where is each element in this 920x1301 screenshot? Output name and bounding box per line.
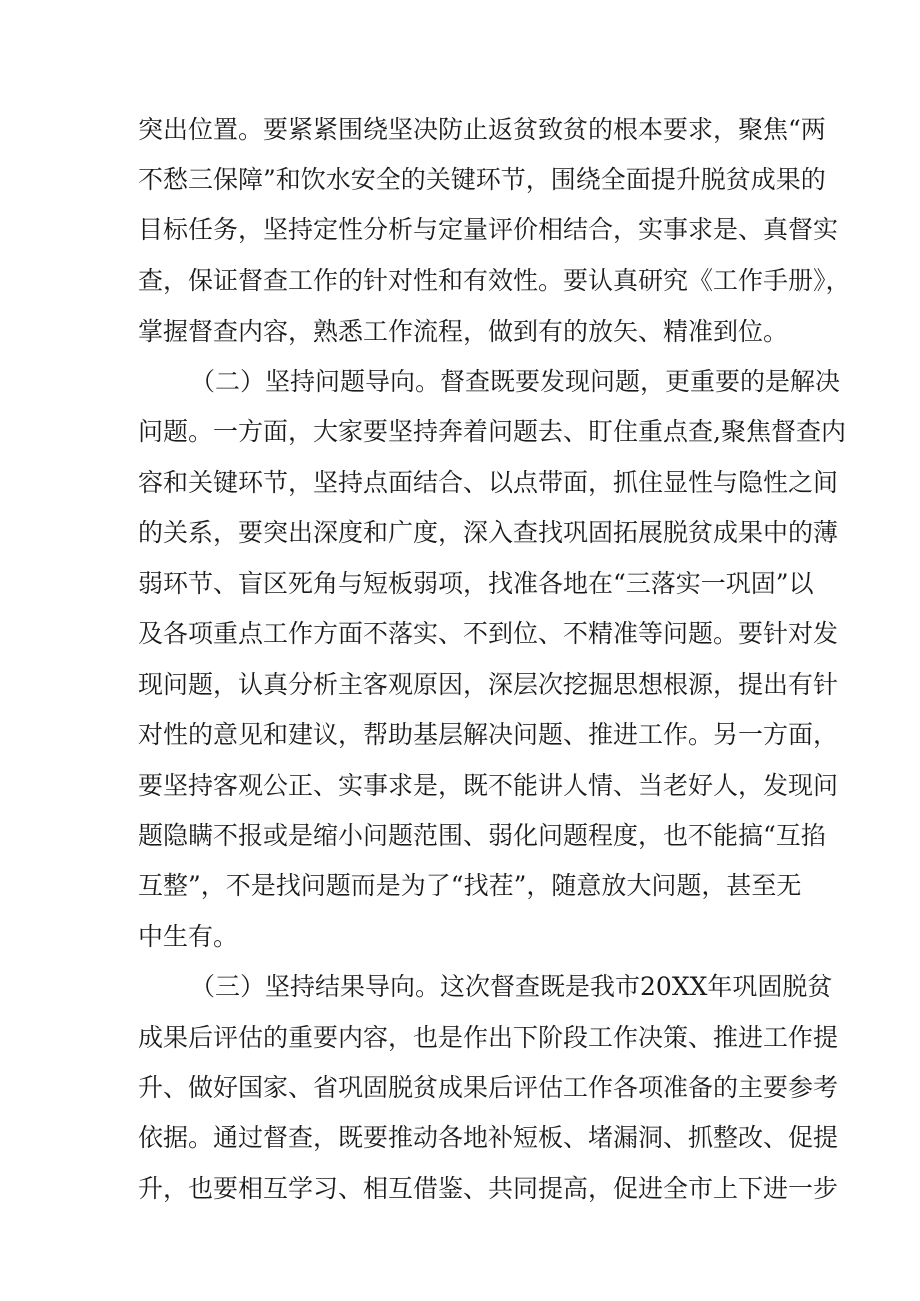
text-line: 查，保证督查工作的针对性和有效性。要认真研究《工作手册》， bbox=[138, 266, 851, 295]
text-line: 及各项重点工作方面不落实、不到位、不精准等问题。要针对发 bbox=[138, 619, 839, 648]
text-line: 掌握督查内容，熟悉工作流程，做到有的放矢、精准到位。 bbox=[138, 317, 789, 346]
text-line: 对性的意见和建议，帮助基层解决问题、推进工作。另一方面， bbox=[138, 720, 839, 749]
text-line: 不愁三保障”和饮水安全的关键环节，围绕全面提升脱贫成果的 bbox=[138, 165, 826, 194]
text-line: 现问题，认真分析主客观原因，深层次挖掘思想根源，提出有针 bbox=[138, 670, 839, 699]
text-line: 升，也要相互学习、相互借鉴、共同提高，促进全市上下进一步 bbox=[138, 1174, 839, 1203]
text-line: 问题。一方面，大家要坚持奔着问题去、盯住重点查,聚焦督查内 bbox=[138, 417, 846, 446]
text-line: 弱环节、盲区死角与短板弱项，找准各地在“三落实一巩固”以 bbox=[138, 569, 814, 598]
text-line: 的关系，要突出深度和广度，深入查找巩固拓展脱贫成果中的薄 bbox=[138, 518, 839, 547]
text-line: 升、做好国家、省巩固脱贫成果后评估工作各项准备的主要参考 bbox=[138, 1073, 839, 1102]
text-line: 互整”，不是找问题而是为了“找茬”，随意放大问题，甚至无 bbox=[138, 871, 802, 900]
paragraph-2-first-line: （二）坚持问题导向。督查既要发现问题，更重要的是解决 bbox=[190, 367, 841, 396]
text-line: 中生有。 bbox=[138, 922, 239, 951]
text-line: 突出位置。要紧紧围绕坚决防止返贫致贫的根本要求，聚焦“两 bbox=[138, 115, 826, 144]
text-line: 成果后评估的重要内容，也是作出下阶段工作决策、推进工作提 bbox=[138, 1023, 839, 1052]
text-line: 目标任务，坚持定性分析与定量评价相结合，实事求是、真督实 bbox=[138, 215, 839, 244]
text-line: 要坚持客观公正、实事求是，既不能讲人情、当老好人，发现问 bbox=[138, 771, 839, 800]
paragraph-3-first-line: （三）坚持结果导向。这次督查既是我市20XX年巩固脱贫 bbox=[190, 972, 833, 1001]
text-line: 容和关键环节，坚持点面结合、以点带面，抓住显性与隐性之间 bbox=[138, 468, 839, 497]
text-line: 依据。通过督查，既要推动各地补短板、堵漏洞、抓整改、促提 bbox=[138, 1123, 839, 1152]
text-line: 题隐瞒不报或是缩小问题范围、弱化问题程度，也不能搞“互掐 bbox=[138, 821, 826, 850]
